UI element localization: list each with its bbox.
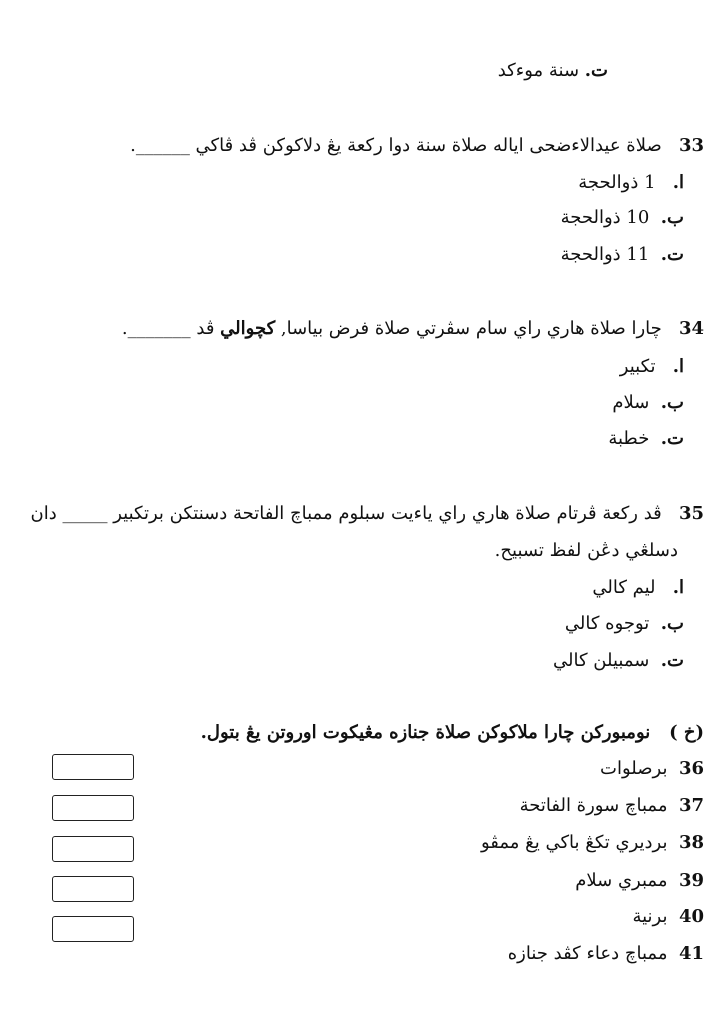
step-text: برصلوات bbox=[600, 758, 668, 779]
option-label: ت. bbox=[660, 244, 684, 265]
q33-option-b[interactable] bbox=[561, 207, 684, 228]
question-number: 34 bbox=[678, 318, 704, 339]
q33-option-a[interactable] bbox=[578, 172, 684, 193]
answer-box-4[interactable] bbox=[52, 876, 134, 902]
step-number: 38 bbox=[678, 832, 704, 853]
step-36 bbox=[600, 758, 704, 779]
step-text: ممباچ سورة الفاتحة bbox=[519, 795, 668, 816]
step-37 bbox=[520, 795, 704, 816]
option-label: ب. bbox=[660, 613, 684, 634]
q34-option-a[interactable] bbox=[620, 356, 684, 377]
question-34 bbox=[122, 318, 704, 339]
prev-option-c bbox=[498, 60, 608, 81]
option-text: سنة موءكد bbox=[497, 60, 580, 81]
step-number: 36 bbox=[678, 758, 704, 779]
question-35-line2: دسلڠي دڠن لفظ تسبيح. bbox=[494, 540, 678, 561]
option-text: سلام bbox=[612, 392, 650, 413]
option-text: ليم کالي bbox=[592, 577, 656, 598]
option-text: خطبة bbox=[608, 428, 650, 449]
option-text: توجوه کالي bbox=[564, 613, 650, 634]
option-label: ب. bbox=[660, 207, 684, 228]
q34-option-b[interactable] bbox=[612, 392, 684, 413]
option-label: ا. bbox=[672, 577, 684, 598]
step-number: 37 bbox=[678, 795, 704, 816]
option-label: ب. bbox=[660, 392, 684, 413]
option-text: سمبيلن کالي bbox=[553, 650, 650, 671]
option-text: 11 ذوالحجة bbox=[560, 244, 650, 265]
q34-option-c[interactable] bbox=[608, 428, 684, 449]
option-text: 10 ذوالحجة bbox=[560, 207, 650, 228]
option-label: ت. bbox=[660, 428, 684, 449]
step-number: 40 bbox=[678, 906, 704, 927]
question-text-emphasis: کچوالي bbox=[220, 318, 276, 339]
step-38 bbox=[481, 832, 704, 853]
question-number: 33 bbox=[678, 135, 704, 156]
step-39 bbox=[575, 870, 704, 891]
section-instruction: نومبورکن چارا ملاکوکن صلاة جنازه مڠيکوت اوروتن يڠ بتول. bbox=[200, 722, 651, 743]
step-text: ممبري سلام bbox=[575, 870, 668, 891]
section-heading bbox=[201, 722, 704, 743]
option-label: ت. bbox=[660, 650, 684, 671]
option-label: ا. bbox=[672, 356, 684, 377]
question-35 bbox=[31, 503, 704, 524]
question-text: چارا صلاة هاري راي سام سڤرتي صلاة فرض بياسا, bbox=[280, 318, 662, 339]
step-text: برديري تکڠ باکي يڠ ممڤو bbox=[480, 832, 668, 853]
question-33 bbox=[130, 135, 704, 156]
step-number: 39 bbox=[678, 870, 704, 891]
q33-option-c[interactable] bbox=[561, 244, 684, 265]
step-text: برنية bbox=[632, 906, 668, 927]
option-text: تکبير bbox=[619, 356, 656, 377]
option-label: ا. bbox=[672, 172, 684, 193]
q35-option-c[interactable] bbox=[553, 650, 684, 671]
answer-box-2[interactable] bbox=[52, 795, 134, 821]
answer-box-3[interactable] bbox=[52, 836, 134, 862]
answer-box-1[interactable] bbox=[52, 754, 134, 780]
question-text: ڤد رکعة ڤرتام صلاة هاري راي ياءيت سبلوم ممباچ الفاتحة دسنتکن برتکبير _____ دان bbox=[30, 503, 662, 524]
question-text-end: ڤد _______. bbox=[121, 318, 215, 339]
step-41 bbox=[508, 943, 704, 964]
question-number: 35 bbox=[678, 503, 704, 524]
option-label: ت. bbox=[584, 60, 608, 81]
q35-option-a[interactable] bbox=[592, 577, 684, 598]
q35-option-b[interactable] bbox=[565, 613, 684, 634]
question-text: صلاة عيدالاءضحى اياله صلاة سنة دوا ركعة يڠ دلاكوكن ڤد ڤاکي ______. bbox=[130, 135, 662, 156]
step-text: ممباچ دعاء کڤد جنازه bbox=[507, 943, 668, 964]
section-label: (خ ) bbox=[669, 722, 704, 743]
answer-box-5[interactable] bbox=[52, 916, 134, 942]
option-text: 1 ذوالحجة bbox=[578, 172, 656, 193]
step-number: 41 bbox=[678, 943, 704, 964]
step-40 bbox=[632, 906, 704, 927]
